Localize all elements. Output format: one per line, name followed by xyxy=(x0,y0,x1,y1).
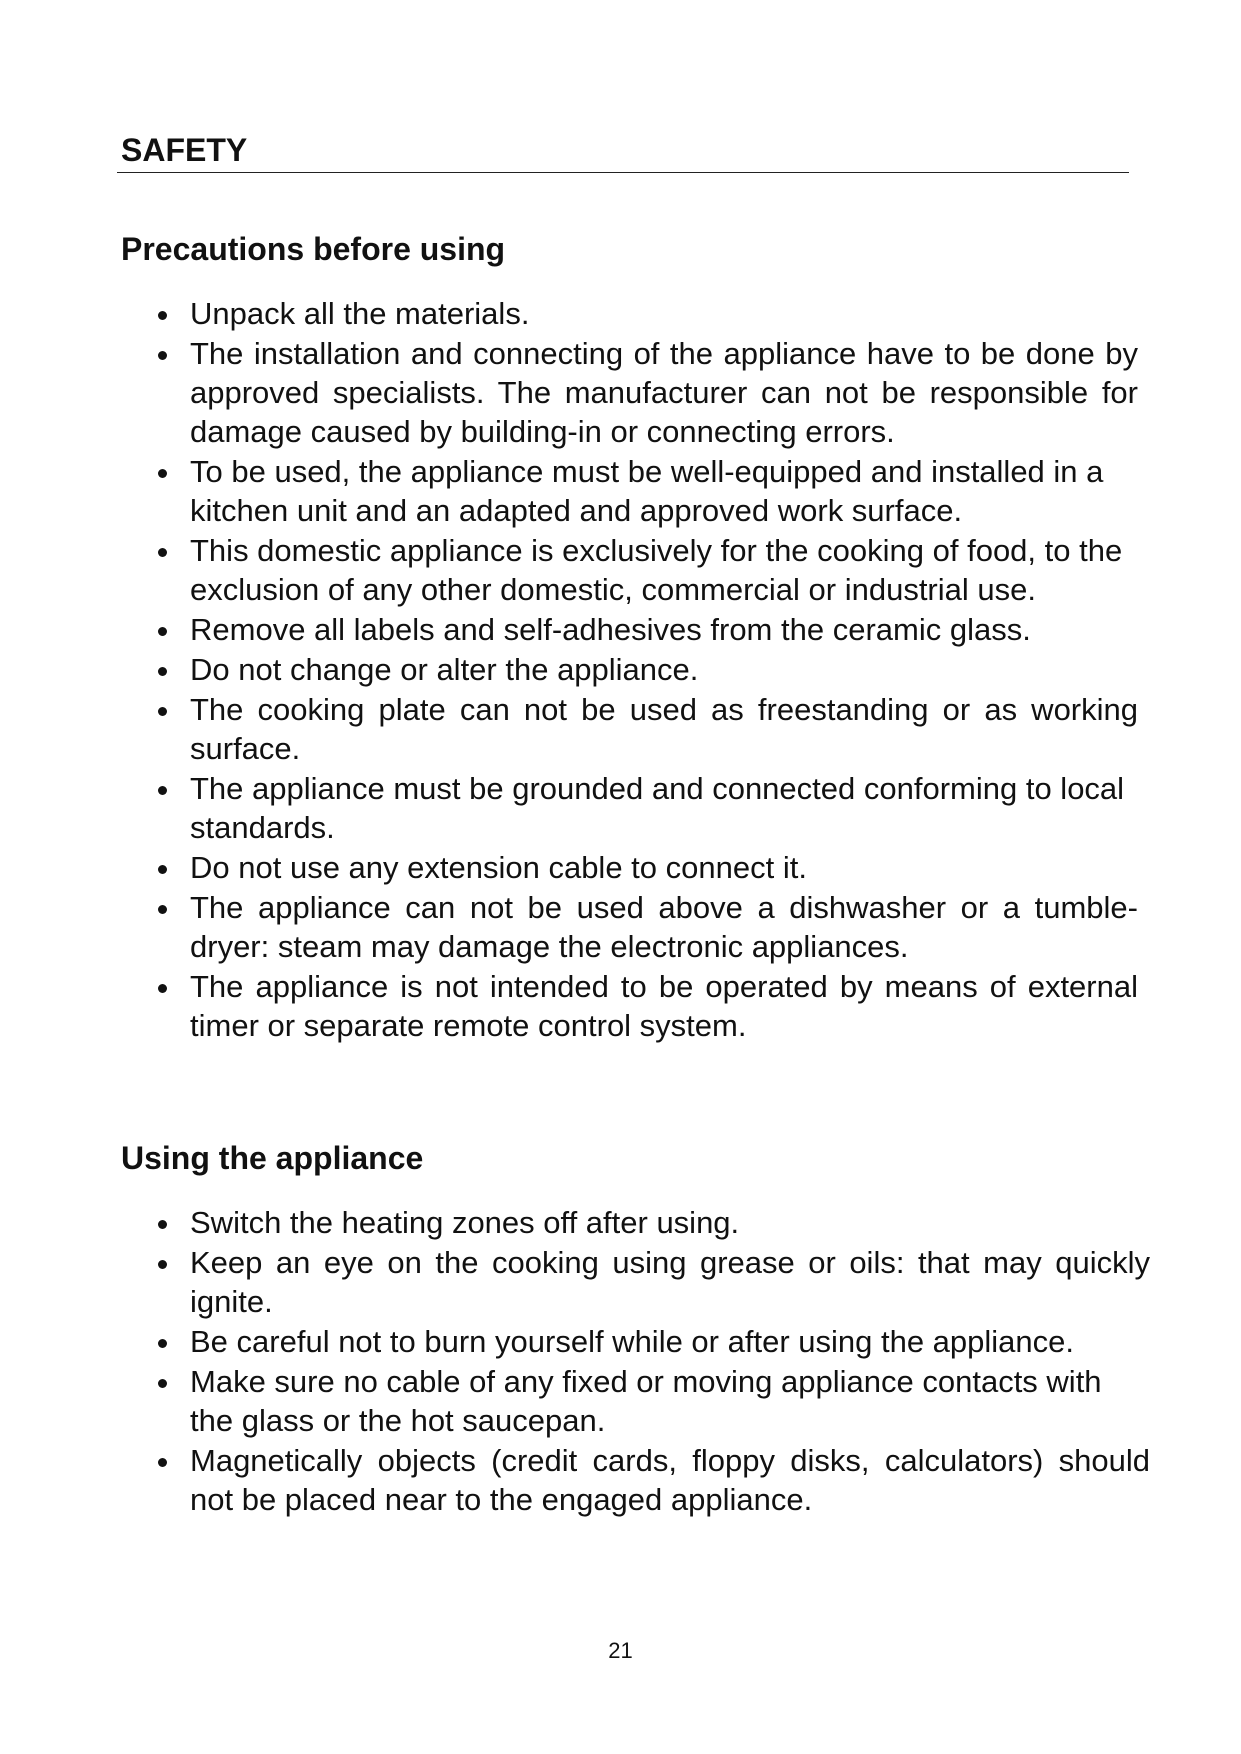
list-item-text: The appliance can not be used above a dishwasher or a tumble-dryer: steam may damage the electronic appliances. xyxy=(190,890,1138,964)
page-number: 21 xyxy=(608,1638,633,1663)
list-item xyxy=(152,610,1138,649)
bullet-icon xyxy=(158,905,167,914)
list-item-text: Do not change or alter the appliance. xyxy=(190,652,699,687)
page-title: SAFETY xyxy=(121,132,248,168)
list-item-text: The appliance is not intended to be operated by means of external timer or separate remote control system. xyxy=(190,969,1138,1043)
list-item-text: The cooking plate can not be used as freestanding or as working surface. xyxy=(190,692,1138,766)
list-item-text: Do not use any extension cable to connect it. xyxy=(190,850,807,885)
list-item-text: The installation and connecting of the appliance have to be done by approved specialists. The manufacturer can not be responsible for damage caused by building-in or connecting errors. xyxy=(190,336,1138,449)
list-item-text: Be careful not to burn yourself while or after using the appliance. xyxy=(190,1324,1075,1359)
list-item-text: Make sure no cable of any fixed or moving appliance contacts with the glass or the hot saucepan. xyxy=(190,1364,1102,1438)
list-item-text: To be used, the appliance must be well-equipped and installed in a kitchen unit and an adapted and approved work surface. xyxy=(190,454,1104,528)
list-item xyxy=(152,650,1138,689)
list-item xyxy=(152,334,1138,451)
list-item xyxy=(152,769,1138,847)
list-item-text: Unpack all the materials. xyxy=(190,296,530,331)
list-item-text: This domestic appliance is exclusively for the cooking of food, to the exclusion of any other domestic, commercial or industrial use. xyxy=(190,533,1123,607)
bullet-icon xyxy=(158,311,167,320)
bullet-icon xyxy=(158,1260,167,1269)
list-item-text: The appliance must be grounded and connected conforming to local standards. xyxy=(190,771,1125,845)
bullet-icon xyxy=(158,786,167,795)
bullet-icon xyxy=(158,865,167,874)
list-item-text: Switch the heating zones off after using. xyxy=(190,1205,740,1240)
bullet-icon xyxy=(158,469,167,478)
list-item xyxy=(152,1243,1150,1321)
list-item xyxy=(152,1362,1150,1440)
bullet-icon xyxy=(158,548,167,557)
list-item xyxy=(152,531,1138,609)
bullet-icon xyxy=(158,667,167,676)
bullet-icon xyxy=(158,707,167,716)
bullet-icon xyxy=(158,984,167,993)
list-item xyxy=(152,690,1138,768)
precautions-list xyxy=(152,294,1138,1045)
list-item xyxy=(152,967,1138,1045)
list-item xyxy=(152,1441,1150,1519)
bullet-icon xyxy=(158,1339,167,1348)
list-item-text: Remove all labels and self-adhesives from the ceramic glass. xyxy=(190,612,1031,647)
bullet-icon xyxy=(158,1220,167,1229)
list-item xyxy=(152,1322,1150,1361)
list-item xyxy=(152,1203,1150,1242)
bullet-icon xyxy=(158,1379,167,1388)
bullet-icon xyxy=(158,627,167,636)
using-list xyxy=(152,1203,1150,1519)
list-item xyxy=(152,888,1138,966)
bullet-icon xyxy=(158,351,167,360)
section-heading-precautions: Precautions before using xyxy=(121,231,506,267)
list-item xyxy=(152,294,1138,333)
list-item xyxy=(152,848,1138,887)
list-item-text: Magnetically objects (credit cards, floppy disks, calculators) should not be placed near to the engaged appliance. xyxy=(190,1443,1150,1517)
bullet-icon xyxy=(158,1458,167,1467)
title-divider xyxy=(117,172,1129,173)
section-heading-using: Using the appliance xyxy=(121,1140,424,1176)
list-item xyxy=(152,452,1138,530)
list-item-text: Keep an eye on the cooking using grease or oils: that may quickly ignite. xyxy=(190,1245,1150,1319)
